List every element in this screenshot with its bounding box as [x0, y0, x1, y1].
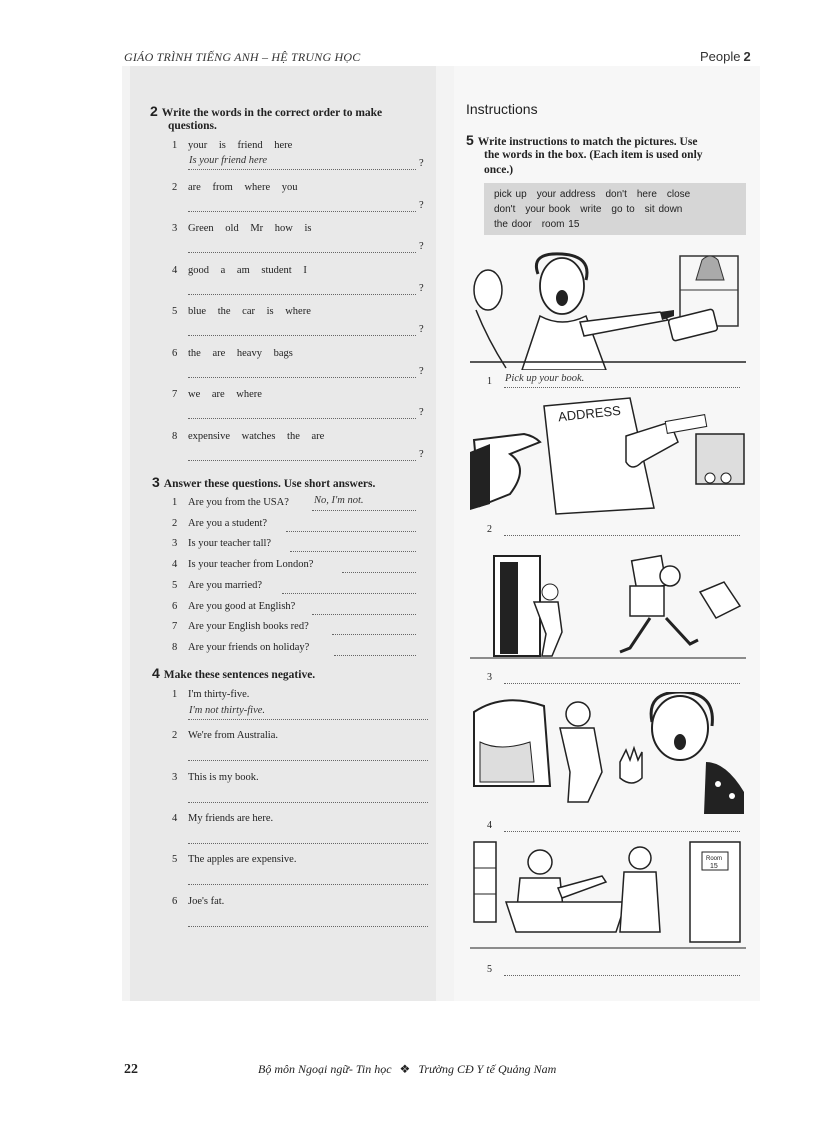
address-card-label: ADDRESS	[557, 402, 622, 425]
answer-line[interactable]	[188, 790, 428, 803]
sentence-item	[172, 896, 224, 907]
question-mark: ?	[419, 158, 424, 169]
unit-label-text: People	[700, 49, 741, 64]
item-number: 7	[172, 389, 178, 400]
word-box-item: sit down	[644, 204, 683, 215]
question-mark: ?	[419, 282, 424, 294]
answer-line[interactable]	[334, 643, 416, 656]
question-text: Are your friends on holiday?	[188, 641, 310, 653]
picture-4-illustration	[470, 692, 746, 814]
question-text: Are you good at English?	[188, 600, 296, 612]
unit-label	[700, 49, 751, 64]
question-item	[172, 265, 307, 276]
sample-answer: No, I'm not.	[314, 495, 364, 506]
answer-line[interactable]	[188, 831, 428, 844]
question-item	[172, 601, 295, 612]
word-box-item: the door	[494, 219, 532, 230]
item-number: 3	[172, 771, 178, 783]
footer-credit	[258, 1062, 556, 1077]
item-number: 1	[172, 497, 178, 508]
question-item	[172, 538, 271, 549]
answer-line[interactable]	[290, 539, 416, 552]
answer-line[interactable]	[188, 323, 416, 336]
word-box-item: go to	[611, 204, 635, 215]
exercise-number: 4	[152, 665, 160, 681]
word-box-item: don't	[494, 204, 516, 215]
sentence-item	[172, 689, 249, 700]
picture-4-number: 4	[487, 820, 492, 831]
scrambled-words: good a am student I	[188, 264, 307, 276]
answer-line[interactable]	[188, 199, 416, 212]
document-header-title: GIÁO TRÌNH TIẾNG ANH – HỆ TRUNG HỌC	[124, 50, 361, 64]
picture-3-answer-line[interactable]	[504, 671, 740, 684]
exercise-number: 2	[150, 103, 158, 119]
question-item	[172, 348, 293, 359]
unit-number: 2	[743, 49, 751, 64]
answer-line[interactable]	[188, 448, 416, 461]
item-number: 6	[172, 347, 178, 359]
answer-line[interactable]	[188, 406, 416, 419]
picture-1-illustration	[470, 250, 746, 370]
question-text: Are you from the USA?	[188, 497, 289, 508]
sentence-text: I'm thirty-five.	[188, 689, 250, 700]
question-item	[172, 140, 292, 151]
question-item	[172, 580, 262, 591]
question-text: Are your English books red?	[188, 621, 309, 633]
question-item	[172, 559, 313, 570]
question-mark: ?	[419, 448, 424, 460]
scrambled-words: are from where you	[188, 181, 298, 193]
word-box-item: write	[580, 204, 602, 215]
item-number: 5	[172, 854, 178, 866]
sentence-text: We're from Australia.	[188, 730, 278, 742]
item-number: 7	[172, 621, 178, 633]
question-mark: ?	[419, 241, 424, 252]
question-text: Are you a student?	[188, 517, 268, 529]
exercise-2-heading	[150, 104, 382, 120]
question-item	[172, 223, 312, 234]
word-box-item: here	[636, 189, 657, 200]
question-mark: ?	[419, 365, 424, 377]
question-mark: ?	[419, 199, 424, 211]
item-number: 5	[172, 579, 178, 591]
item-number: 8	[172, 641, 178, 653]
exercise-number: 3	[152, 474, 160, 490]
item-number: 1	[172, 689, 178, 700]
item-number: 2	[172, 181, 178, 193]
question-text: Is your teacher tall?	[188, 538, 272, 550]
exercise-3-title: Answer these questions. Use short answers.	[163, 478, 376, 490]
answer-line[interactable]	[286, 519, 416, 532]
item-number: 3	[172, 223, 178, 234]
exercise-5-title-line1: Write instructions to match the pictures. Use	[477, 136, 698, 148]
word-box-item: close	[666, 189, 691, 200]
answer-line[interactable]	[188, 872, 428, 885]
item-number: 3	[172, 538, 178, 550]
footer-school: Trường CĐ Y tế Quảng Nam	[418, 1062, 557, 1076]
word-box-item: your book	[525, 204, 571, 215]
sentence-item	[172, 854, 296, 865]
exercise-2-title-line1: Write the words in the correct order to make	[161, 107, 383, 119]
picture-4-answer-line[interactable]	[504, 819, 740, 832]
question-item	[172, 518, 267, 529]
exercise-2-title-line2: questions.	[168, 120, 217, 132]
word-box-item: pick up	[494, 189, 527, 200]
sentence-text: My friends are here.	[188, 812, 274, 824]
sentence-text: The apples are expensive.	[188, 854, 297, 866]
item-number: 8	[172, 430, 178, 442]
answer-line[interactable]	[188, 365, 416, 378]
answer-line[interactable]	[282, 581, 416, 594]
question-item	[172, 431, 324, 442]
item-number: 6	[172, 895, 178, 907]
question-mark: ?	[419, 407, 424, 418]
question-item	[172, 642, 309, 653]
word-box-row-3	[494, 217, 736, 232]
picture-2-illustration	[470, 396, 746, 516]
item-number: 2	[172, 730, 178, 742]
item-number: 5	[172, 306, 178, 317]
room-sign-number: 15	[710, 863, 718, 870]
scrambled-words: we are where	[188, 389, 262, 400]
question-item	[172, 182, 298, 193]
picture-5-number: 5	[487, 964, 492, 975]
footer-department: Bộ môn Ngoại ngữ- Tin học	[258, 1062, 392, 1076]
question-item	[172, 389, 262, 400]
word-box	[484, 183, 746, 235]
sentence-item	[172, 813, 273, 824]
word-box-item: don't	[605, 189, 627, 200]
item-number: 6	[172, 600, 178, 612]
answer-line[interactable]	[312, 602, 416, 615]
diamond-icon: ❖	[399, 1062, 411, 1076]
picture-2-answer-line[interactable]	[504, 523, 740, 536]
sample-answer: I'm not thirty-five.	[189, 705, 266, 716]
answer-line[interactable]	[188, 748, 428, 761]
question-text: Is your teacher from London?	[188, 559, 314, 571]
item-number: 1	[172, 140, 178, 151]
exercise-4-heading	[152, 666, 315, 682]
answer-line[interactable]	[332, 622, 416, 635]
sentence-text: Joe's fat.	[188, 895, 225, 907]
room-sign-label: Room	[706, 856, 723, 862]
answer-line[interactable]	[188, 914, 428, 927]
picture-1-sample-answer: Pick up your book.	[505, 373, 585, 384]
picture-5-illustration	[470, 838, 746, 956]
exercise-5-title-line3: once.)	[484, 164, 514, 176]
word-box-row-2	[494, 202, 736, 217]
scrambled-words: the are heavy bags	[188, 347, 293, 359]
item-number: 2	[172, 517, 178, 529]
instructions-title: Instructions	[466, 101, 538, 117]
word-box-item: your address	[536, 189, 596, 200]
answer-line[interactable]	[342, 560, 416, 573]
sentence-text: This is my book.	[188, 771, 259, 783]
item-number: 4	[172, 559, 178, 571]
question-item	[172, 497, 289, 508]
exercise-number: 5	[466, 132, 474, 148]
question-item	[172, 306, 311, 317]
sentence-item	[172, 730, 278, 741]
picture-2-number: 2	[487, 524, 492, 535]
scrambled-words: blue the car is where	[188, 306, 311, 317]
scrambled-words: expensive watches the are	[188, 430, 325, 442]
question-text: Are you married?	[188, 579, 263, 591]
scrambled-words: Green old Mr how is	[188, 223, 312, 234]
item-number: 4	[172, 812, 178, 824]
exercise-5-heading	[466, 133, 697, 149]
page-number: 22	[124, 1062, 138, 1077]
sample-answer: Is your friend here	[189, 155, 268, 166]
answer-line[interactable]	[188, 240, 416, 253]
exercise-5-title-line2: the words in the box. (Each item is used only	[484, 149, 703, 161]
picture-3-illustration	[470, 548, 746, 668]
question-mark: ?	[419, 324, 424, 335]
exercise-4-title: Make these sentences negative.	[163, 669, 316, 681]
word-box-item: room 15	[541, 219, 580, 230]
picture-3-number: 3	[487, 672, 492, 683]
answer-line[interactable]	[188, 282, 416, 295]
word-box-row-1	[494, 187, 736, 202]
question-item	[172, 621, 309, 632]
scrambled-words: your is friend here	[188, 140, 293, 151]
picture-5-answer-line[interactable]	[504, 963, 740, 976]
sentence-item	[172, 772, 259, 783]
item-number: 4	[172, 264, 178, 276]
picture-1-number: 1	[487, 376, 492, 387]
exercise-3-heading	[152, 475, 375, 491]
